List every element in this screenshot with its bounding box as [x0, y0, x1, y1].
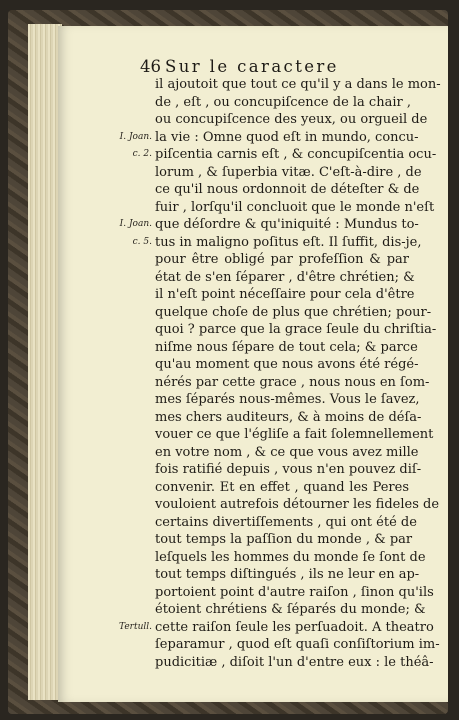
text-line: portoient point d'autre raiſon , ſinon qu'ils	[155, 584, 434, 600]
text-line: mes chers auditeurs, & à moins de déſa-	[155, 409, 422, 425]
margin-note	[96, 461, 152, 479]
text-line: quelque choſe de plus que chrétien; pour-	[155, 304, 432, 320]
text-line: il ajoutoit que tout ce qu'il y a dans le mon-	[155, 77, 441, 92]
text-line: leſquels les hommes du monde ſe ſont de	[155, 549, 426, 565]
margin-note	[96, 269, 152, 287]
margin-note	[96, 391, 152, 409]
margin-note	[96, 566, 152, 584]
margin-note	[96, 636, 152, 654]
text-line: qu'au moment que nous avons été régé-	[155, 357, 419, 372]
text-line: vouloient autrefois détourner les fideles de	[155, 497, 440, 512]
text-line: étoient chrétiens & ſéparés du monde; &	[155, 602, 426, 617]
text-line: ſeparamur , quod eſt quaſi conſiſtorium im-	[155, 637, 440, 652]
text-line: niſme nous ſépare de tout cela; & parce	[155, 339, 418, 355]
margin-note: I. Joan.	[119, 219, 152, 229]
margin-note	[96, 426, 152, 444]
page-edges	[28, 24, 62, 700]
margin-note	[96, 76, 152, 94]
margin-note	[96, 531, 152, 549]
margin-note	[96, 654, 152, 672]
margin-note	[96, 199, 152, 217]
text-line: fois ratifié depuis , vous n'en pouvez diſ-	[155, 462, 422, 477]
text-line: piſcentia carnis eſt , & concupiſcentia ocu-	[155, 147, 437, 162]
margin-note: c. 2.	[132, 149, 152, 159]
text-line: en votre nom , & ce que vous avez mille	[155, 444, 419, 460]
margin-note	[96, 444, 152, 462]
margin-notes	[96, 76, 152, 671]
margin-note	[96, 584, 152, 602]
margin-note	[96, 339, 152, 357]
text-line: fuir , lorſqu'il concluoit que le monde n'eſt	[155, 199, 435, 215]
margin-note	[96, 514, 152, 532]
margin-note	[96, 111, 152, 129]
page-number: 46	[140, 57, 161, 76]
text-line: quoi ? parce que la grace ſeule du chriſtia-	[155, 322, 437, 337]
text-line: état de s'en ſéparer , d'être chrétien; &	[155, 269, 415, 285]
text-line: la vie : Omne quod eſt in mundo, concu-	[155, 129, 419, 145]
margin-note	[96, 304, 152, 322]
margin-note: Tertull.	[119, 621, 152, 632]
text-line: certains divertiſſements , qui ont été de	[155, 514, 417, 530]
text-line: tout temps la paſſion du monde , & par	[155, 532, 413, 547]
text-line: tus in maligno poſitus eſt. Il ſuffit, dis-je,	[155, 234, 422, 250]
text-line: convenir. Et en effet , quand les Peres	[155, 479, 409, 495]
text-line: mes ſéparés nous-mêmes. Vous le ſavez,	[155, 392, 420, 407]
margin-note	[96, 164, 152, 182]
margin-note	[96, 479, 152, 497]
margin-note	[96, 409, 152, 427]
margin-note	[96, 286, 152, 304]
text-line: cette raiſon ſeule les perſuadoit. A theatro	[155, 619, 434, 635]
text-line: que déſordre & qu'iniquité : Mundus to-	[155, 217, 419, 232]
margin-note	[96, 356, 152, 374]
text-line: ou concupiſcence des yeux, ou orgueil de	[155, 112, 428, 127]
text-line: lorum , & ſuperbia vitæ. C'eſt-à-dire , de	[155, 164, 422, 180]
margin-note	[96, 321, 152, 339]
margin-note	[96, 374, 152, 392]
text-line: pudicitiæ , diſoit l'un d'entre eux : le théâ-	[155, 654, 434, 670]
body-text	[155, 76, 441, 671]
margin-note	[96, 601, 152, 619]
text-line: de , eſt , ou concupiſcence de la chair ,	[155, 94, 411, 110]
margin-note	[96, 94, 152, 112]
margin-note	[96, 549, 152, 567]
margin-note: I. Joan.	[119, 131, 152, 142]
text-line: il n'eſt point néceſſaire pour cela d'être	[155, 287, 415, 302]
running-title: Sur le caractere	[165, 57, 339, 76]
margin-note: c. 5.	[132, 236, 152, 247]
margin-note	[96, 496, 152, 514]
text-line: tout temps diſtingués , ils ne leur en ap-	[155, 567, 420, 582]
margin-note	[96, 181, 152, 199]
text-line: vouer ce que l'égliſe a fait ſolemnellement	[155, 427, 434, 442]
text-line: ce qu'il nous ordonnoit de déteſter & de	[155, 182, 420, 197]
text-line: nérés par cette grace , nous nous en ſom-	[155, 374, 430, 390]
text-line: pour être obligé par profeſſion & par	[155, 252, 409, 267]
margin-note	[96, 251, 152, 269]
